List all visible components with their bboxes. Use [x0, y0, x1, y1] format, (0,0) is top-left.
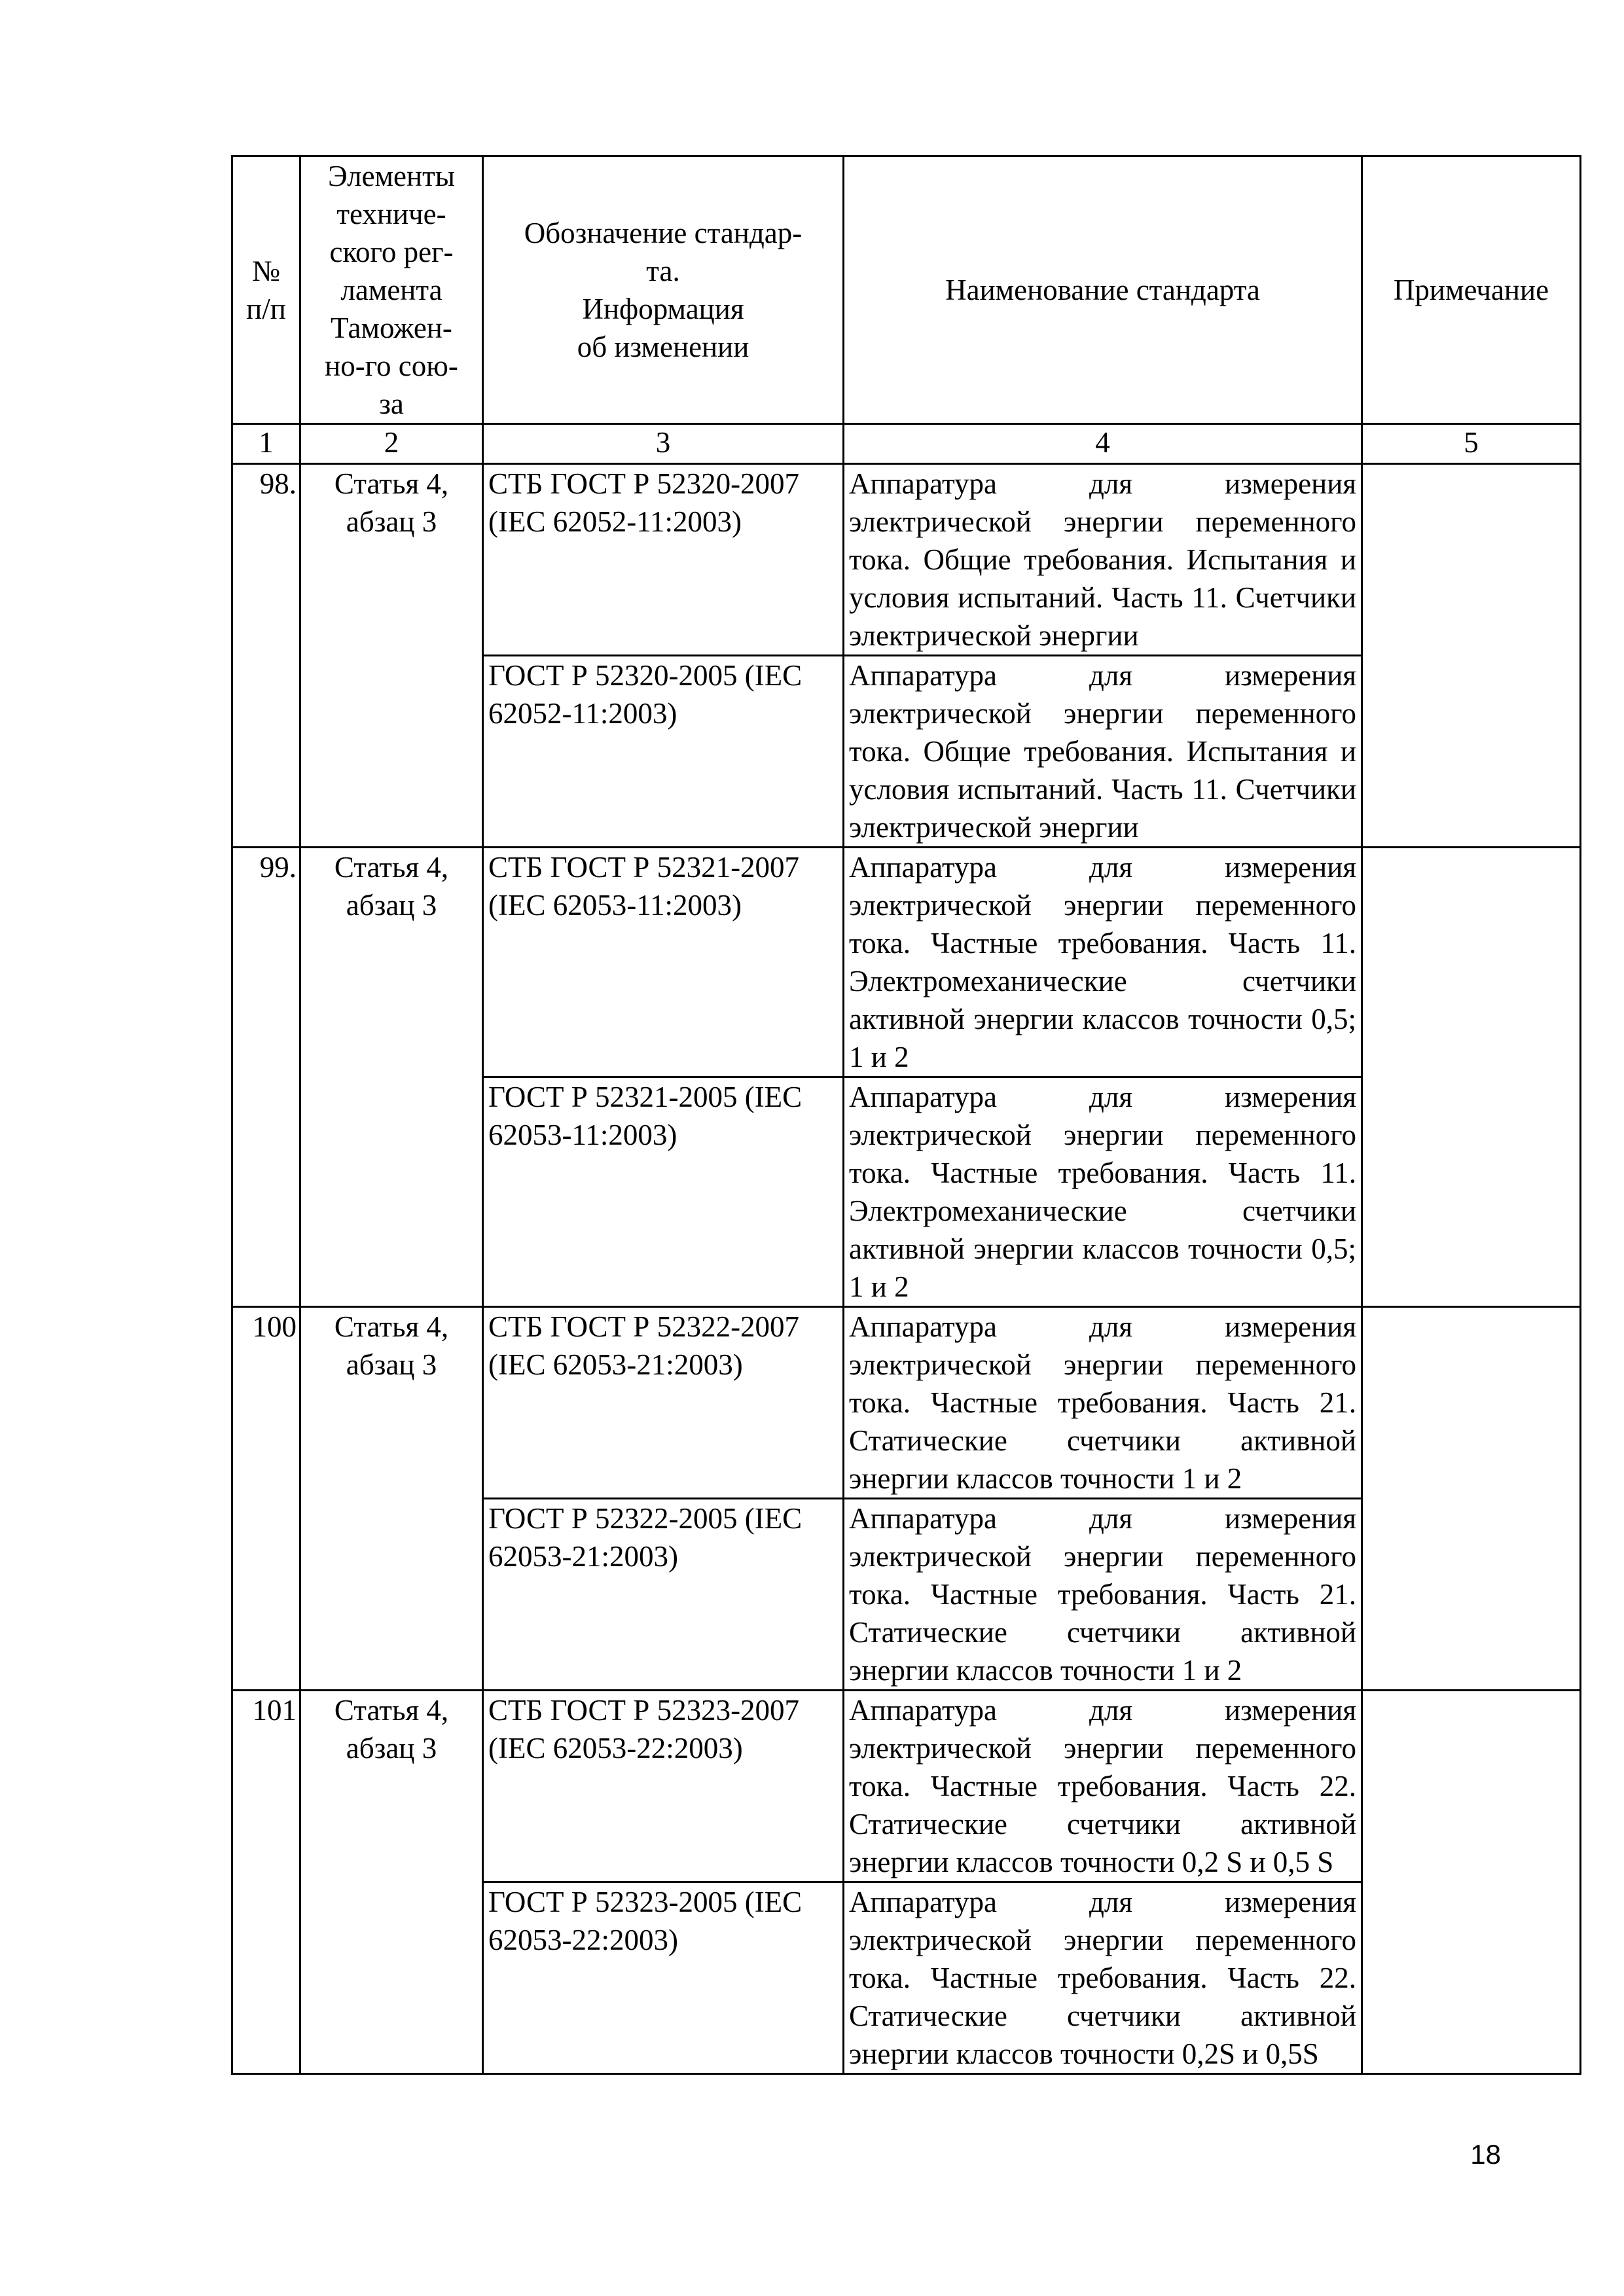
standard-designation: ГОСТ Р 52323-2005 (IEC 62053-22:2003)	[483, 1882, 844, 2074]
header-note: Примечание	[1362, 156, 1581, 424]
standards-table	[231, 155, 1581, 2075]
header-designation: Обозначение стандар- та. Информация об изменении	[483, 156, 844, 424]
standard-designation: СТБ ГОСТ Р 52320-2007 (IEC 62052-11:2003)	[483, 464, 844, 656]
header-regulation-element: Элементы техниче- ского рег- ламента Таможен- но-го сою- за	[300, 156, 483, 424]
note	[1362, 848, 1581, 1307]
table-row	[232, 1691, 1581, 1882]
note	[1362, 1307, 1581, 1691]
header-standard-name: Наименование стандарта	[844, 156, 1362, 424]
row-number: 100	[232, 1307, 300, 1691]
standard-name: Аппаратура для измерения электрической энергии переменного тока. Общие требования. Испытания и условия испытаний. Часть 11. Счетчики электрической энергии	[844, 464, 1362, 656]
column-number: 3	[483, 424, 844, 464]
standard-name: Аппаратура для измерения электрической энергии переменного тока. Частные требования. Часть 11. Электромеханические счетчики активной энергии классов точности 0,5; 1 и 2	[844, 848, 1362, 1077]
standard-name: Аппаратура для измерения электрической энергии переменного тока. Частные требования. Часть 21. Статические счетчики активной энергии классов точности 1 и 2	[844, 1499, 1362, 1691]
regulation-element: Статья 4, абзац 3	[300, 1691, 483, 2074]
column-number: 5	[1362, 424, 1581, 464]
standard-name: Аппаратура для измерения электрической энергии переменного тока. Частные требования. Часть 22. Статические счетчики активной энергии классов точности 0,2 S и 0,5 S	[844, 1691, 1362, 1882]
regulation-element: Статья 4, абзац 3	[300, 1307, 483, 1691]
standard-designation: ГОСТ Р 52320-2005 (IEC 62052-11:2003)	[483, 656, 844, 848]
standard-name: Аппаратура для измерения электрической энергии переменного тока. Частные требования. Часть 11. Электромеханические счетчики активной энергии классов точности 0,5; 1 и 2	[844, 1077, 1362, 1307]
column-number: 1	[232, 424, 300, 464]
table-row	[232, 464, 1581, 656]
standard-name: Аппаратура для измерения электрической энергии переменного тока. Частные требования. Часть 21. Статические счетчики активной энергии классов точности 1 и 2	[844, 1307, 1362, 1499]
row-number: 101	[232, 1691, 300, 2074]
column-number: 4	[844, 424, 1362, 464]
standard-designation: ГОСТ Р 52322-2005 (IEC 62053-21:2003)	[483, 1499, 844, 1691]
page-number: 18	[1470, 2139, 1501, 2170]
note	[1362, 1691, 1581, 2074]
standard-name: Аппаратура для измерения электрической энергии переменного тока. Общие требования. Испытания и условия испытаний. Часть 11. Счетчики электрической энергии	[844, 656, 1362, 848]
regulation-element: Статья 4, абзац 3	[300, 464, 483, 848]
header-number: № п/п	[232, 156, 300, 424]
row-number: 99.	[232, 848, 300, 1307]
header-row	[232, 156, 1581, 424]
standard-designation: ГОСТ Р 52321-2005 (IEC 62053-11:2003)	[483, 1077, 844, 1307]
standard-name: Аппаратура для измерения электрической энергии переменного тока. Частные требования. Часть 22. Статические счетчики активной энергии классов точности 0,2S и 0,5S	[844, 1882, 1362, 2074]
row-number: 98.	[232, 464, 300, 848]
column-number: 2	[300, 424, 483, 464]
standard-designation: СТБ ГОСТ Р 52321-2007 (IEC 62053-11:2003)	[483, 848, 844, 1077]
column-numbers-row	[232, 424, 1581, 464]
table-row	[232, 1307, 1581, 1499]
regulation-element: Статья 4, абзац 3	[300, 848, 483, 1307]
note	[1362, 464, 1581, 848]
standard-designation: СТБ ГОСТ Р 52322-2007 (IEC 62053-21:2003)	[483, 1307, 844, 1499]
table-row	[232, 848, 1581, 1077]
standard-designation: СТБ ГОСТ Р 52323-2007 (IEC 62053-22:2003)	[483, 1691, 844, 1882]
